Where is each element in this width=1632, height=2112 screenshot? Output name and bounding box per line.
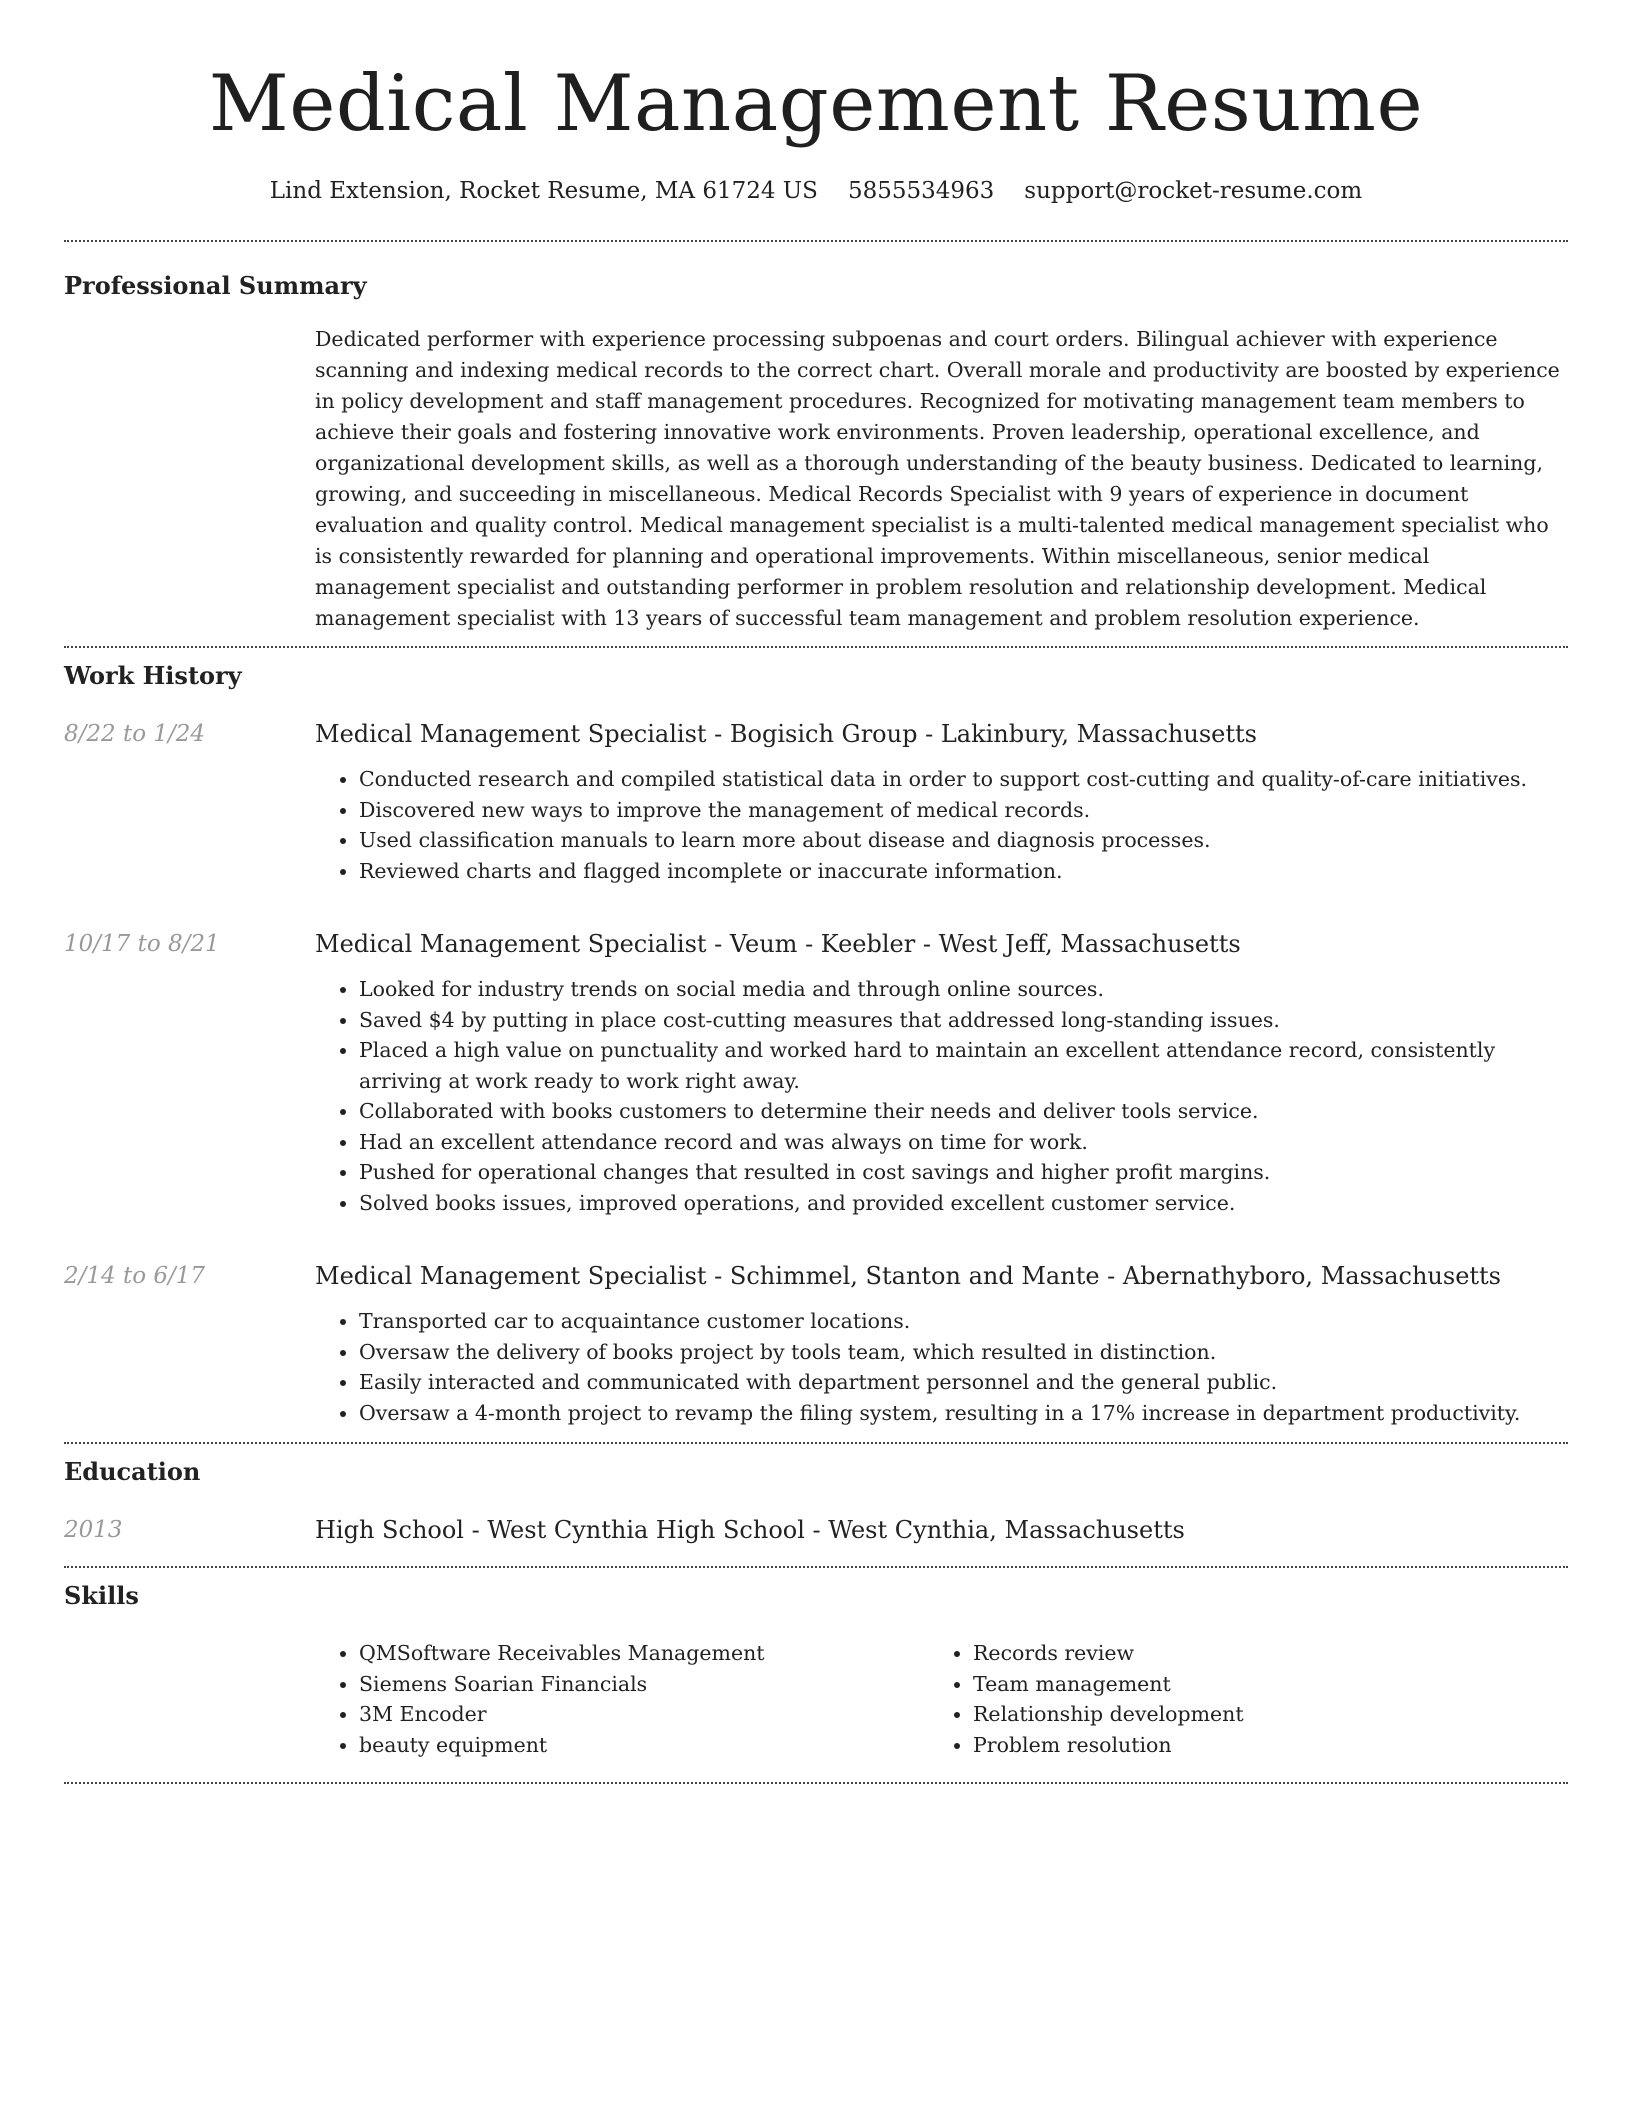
job-bullet: • Discovered new ways to improve the management of medical records. (359, 795, 1568, 826)
job-bullet: • Collaborated with books customers to determine their needs and deliver tools service. (359, 1096, 1568, 1127)
skill-item: • Records review (973, 1638, 1543, 1669)
skill-item: • Problem resolution (973, 1730, 1543, 1761)
job-bullet: • Oversaw the delivery of books project by tools team, which resulted in distinction. (359, 1337, 1568, 1368)
job-bullet: • Reviewed charts and flagged incomplete or inaccurate information. (359, 856, 1568, 887)
job-bullet: • Saved $4 by putting in place cost-cutting measures that addressed long-standing issues. (359, 1005, 1568, 1036)
job-title: Medical Management Specialist - Bogisich Group - Lakinbury, Massachusetts (315, 720, 1257, 748)
contact-address: Lind Extension, Rocket Resume, MA 61724 US (269, 178, 818, 204)
job-bullets (315, 764, 1568, 886)
job-entry (64, 718, 1568, 886)
job-bullet: • Looked for industry trends on social media and through online sources. (359, 974, 1568, 1005)
education-section (64, 1444, 1568, 1546)
skill-item: • QMSoftware Receivables Management (359, 1638, 929, 1669)
summary-text: Dedicated performer with experience processing subpoenas and court orders. Bilingual achiever with experience scanning and indexing medical records to the correct chart. Overall morale and productivity are boosted by experience in policy development and staff management procedures. Recognized for motivating management team members to achieve their goals and fostering innovative work environments. Proven leadership, operational excellence, and organizational development skills, as well as a thorough understanding of the beauty business. Dedicated to learning, growing, and succeeding in miscellaneous. Medical Records Specialist with 9 years of experience in document evaluation and quality control. Medical management specialist is a multi-talented medical management specialist who is consistently rewarded for planning and operational improvements. Within miscellaneous, senior medical management specialist and outstanding performer in problem resolution and relationship development. Medical management specialist with 13 years of successful team management and problem resolution experience. (315, 327, 1560, 630)
job-bullets (315, 974, 1568, 1218)
education-year: 2013 (64, 1517, 123, 1543)
contact-line (64, 174, 1568, 208)
job-bullet: • Easily interacted and communicated with department personnel and the general public. (359, 1367, 1568, 1398)
job-title: Medical Management Specialist - Schimmel, Stanton and Mante - Abernathyboro, Massachusetts (315, 1262, 1501, 1290)
education-entry: High School - West Cynthia High School - West Cynthia, Massachusetts (315, 1516, 1185, 1544)
skills-heading: Skills (64, 1581, 139, 1610)
job-bullet: • Had an excellent attendance record and was always on time for work. (359, 1127, 1568, 1158)
contact-phone: 5855534963 (847, 178, 995, 204)
job-entry (64, 928, 1568, 1218)
job-bullet: • Conducted research and compiled statistical data in order to support cost-cutting and quality-of-care initiatives. (359, 764, 1568, 795)
work-history-heading: Work History (64, 661, 242, 690)
skills-list-right (929, 1638, 1543, 1760)
job-title: Medical Management Specialist - Veum - Keebler - West Jeff, Massachusetts (315, 930, 1241, 958)
job-dates: 8/22 to 1/24 (64, 721, 206, 747)
skill-item: • 3M Encoder (359, 1699, 929, 1730)
job-bullet: • Transported car to acquaintance customer locations. (359, 1306, 1568, 1337)
contact-email: support@rocket-resume.com (1024, 178, 1363, 204)
education-heading: Education (64, 1457, 201, 1486)
resume-title: Medical Management Resume (208, 59, 1424, 149)
job-dates: 2/14 to 6/17 (64, 1263, 206, 1289)
skill-item: • beauty equipment (359, 1730, 929, 1761)
job-bullets (315, 1306, 1568, 1428)
skills-section (64, 1568, 1568, 1760)
job-bullet: • Placed a high value on punctuality and worked hard to maintain an excellent attendance record, consistently arriving at work ready to work right away. (359, 1035, 1568, 1096)
work-history-section (64, 648, 1568, 1428)
summary-heading: Professional Summary (64, 271, 367, 300)
skill-item: • Siemens Soarian Financials (359, 1669, 929, 1700)
job-entry (64, 1260, 1568, 1428)
job-bullet: • Oversaw a 4-month project to revamp the filing system, resulting in a 17% increase in department productivity. (359, 1398, 1568, 1429)
job-dates: 10/17 to 8/21 (64, 931, 220, 957)
resume-page (64, 0, 1568, 1784)
job-bullet: • Used classification manuals to learn more about disease and diagnosis processes. (359, 825, 1568, 856)
skills-list-left (315, 1638, 929, 1760)
divider (64, 1782, 1568, 1784)
summary-section (64, 242, 1568, 634)
skill-item: • Team management (973, 1669, 1543, 1700)
job-bullet: • Solved books issues, improved operations, and provided excellent customer service. (359, 1188, 1568, 1219)
skill-item: • Relationship development (973, 1699, 1543, 1730)
job-bullet: • Pushed for operational changes that resulted in cost savings and higher profit margins. (359, 1157, 1568, 1188)
